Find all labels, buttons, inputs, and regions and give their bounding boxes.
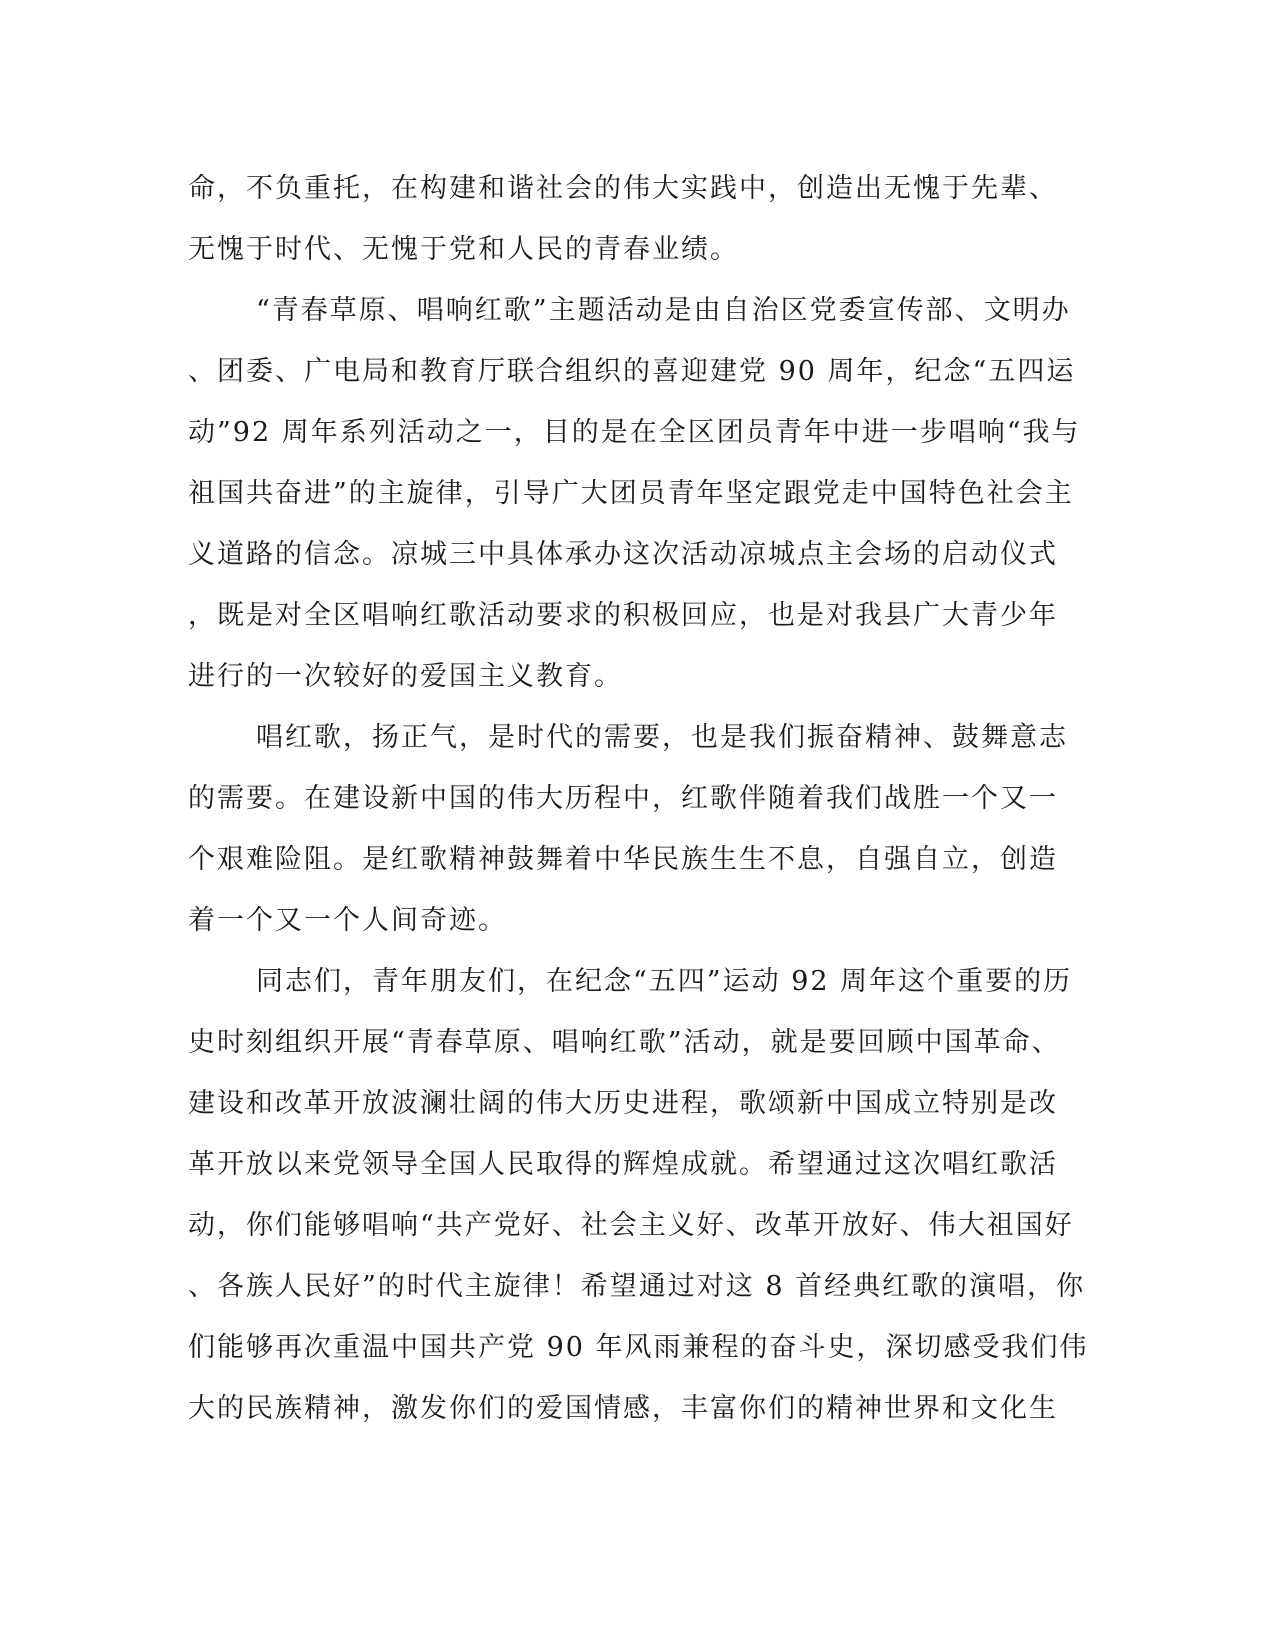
text-line: 义道路的信念。凉城三中具体承办这次活动凉城点主会场的启动仪式	[188, 539, 1058, 570]
text-line: 进行的一次较好的爱国主义教育。	[188, 661, 623, 692]
paragraph	[188, 951, 1088, 1439]
text-line: 动”92 周年系列活动之一，目的是在全区团员青年中进一步唱响“我与	[188, 417, 1081, 448]
paragraph	[188, 707, 1088, 951]
text-line: “青春草原、唱响红歌”主题活动是由自治区党委宣传部、文明办	[256, 295, 1071, 326]
text-line: 的需要。在建设新中国的伟大历程中，红歌伴随着我们战胜一个又一	[188, 783, 1058, 814]
text-line: 革开放以来党领导全国人民取得的辉煌成就。希望通过这次唱红歌活	[188, 1149, 1058, 1180]
text-line: 着一个又一个人间奇迹。	[188, 905, 507, 936]
text-line: 无愧于时代、无愧于党和人民的青春业绩。	[188, 234, 739, 265]
text-line: 唱红歌，扬正气，是时代的需要，也是我们振奋精神、鼓舞意志	[256, 722, 1068, 753]
text-line: 同志们，青年朋友们，在纪念“五四”运动 92 周年这个重要的历	[256, 966, 1073, 997]
paragraph	[188, 158, 1088, 280]
text-line: ，既是对全区唱响红歌活动要求的积极回应，也是对我县广大青少年	[188, 600, 1058, 631]
text-line: 史时刻组织开展“青春草原、唱响红歌”活动，就是要回顾中国革命、	[188, 1027, 1061, 1058]
text-line: 命，不负重托，在构建和谐社会的伟大实践中，创造出无愧于先辈、	[188, 173, 1058, 204]
paragraph	[188, 280, 1088, 707]
text-line: 、各族人民好”的时代主旋律！希望通过对这 8 首经典红歌的演唱，你	[188, 1271, 1086, 1302]
text-line: 们能够再次重温中国共产党 90 年风雨兼程的奋斗史，深切感受我们伟	[188, 1332, 1089, 1363]
text-line: 大的民族精神，激发你们的爱国情感，丰富你们的精神世界和文化生	[188, 1393, 1058, 1424]
text-line: 动，你们能够唱响“共产党好、社会主义好、改革开放好、伟大祖国好	[188, 1210, 1074, 1241]
text-line: 、团委、广电局和教育厅联合组织的喜迎建党 90 周年，纪念“五四运	[188, 356, 1076, 387]
text-line: 个艰难险阻。是红歌精神鼓舞着中华民族生生不息，自强自立，创造	[188, 844, 1058, 875]
text-line: 祖国共奋进”的主旋律，引导广大团员青年坚定跟党走中国特色社会主	[188, 478, 1074, 509]
text-line: 建设和改革开放波澜壮阔的伟大历史进程，歌颂新中国成立特别是改	[188, 1088, 1058, 1119]
body-text	[188, 158, 1088, 1439]
